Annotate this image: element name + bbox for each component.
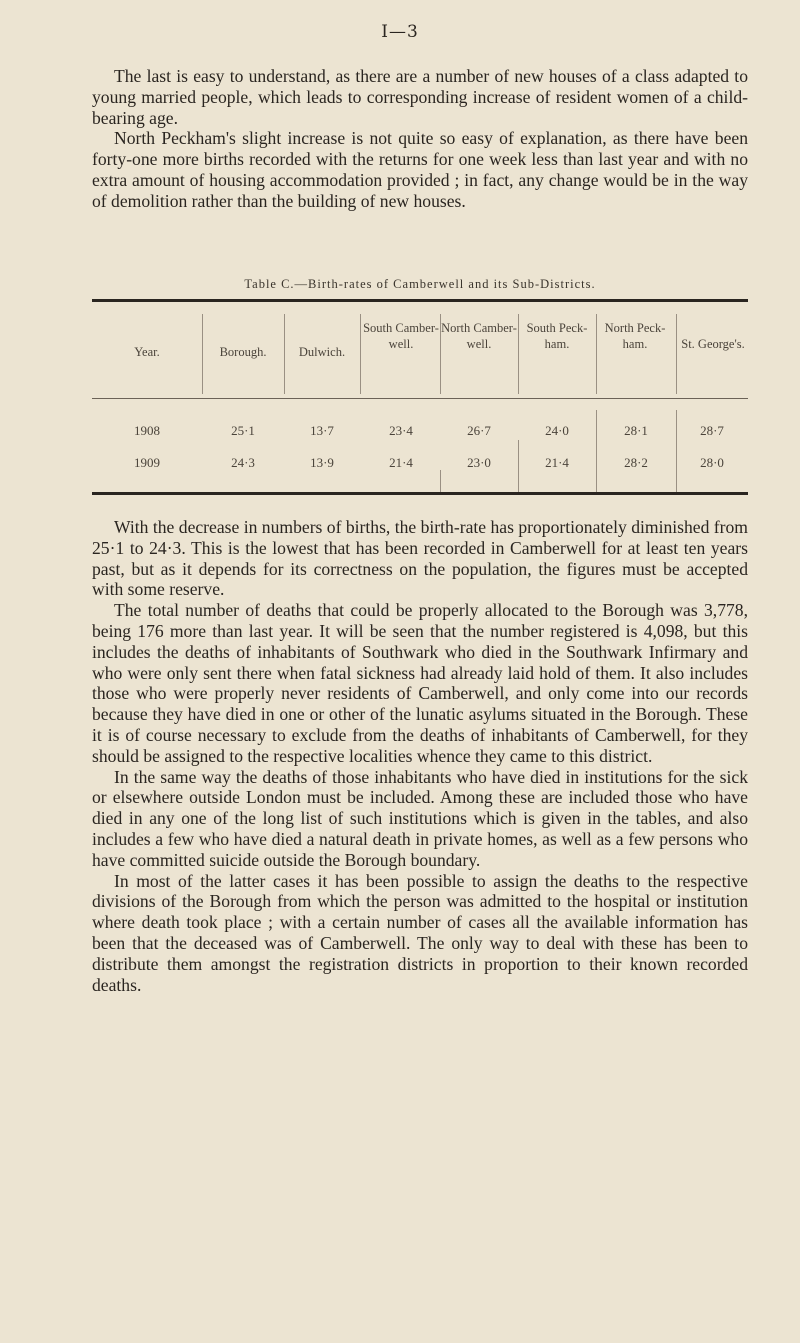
cell-borough: 25·1 (231, 423, 255, 438)
table-top-rule (92, 299, 748, 302)
column-separator (360, 314, 361, 394)
header-north-camberwell: North Camber-well. (441, 321, 517, 351)
paragraph-1: The last is easy to understand, as there are a number of new houses of a class adapted to young married people, which leads to corresponding increase of resident women of a child-bearing age. (92, 66, 748, 128)
cell-st-georges: 28·0 (700, 455, 724, 470)
page-number: I—3 (381, 22, 419, 42)
table-bottom-rule (92, 492, 748, 495)
cell-year: 1909 (134, 455, 160, 470)
header-south-camberwell: South Camber-well. (363, 321, 439, 351)
body-text (92, 517, 748, 995)
table-caption: Table C.—Birth-rates of Camberwell and its Sub-Districts. (244, 277, 596, 291)
paragraph-2: North Peckham's slight increase is not quite so easy of explanation, as there have been forty-one more births recorded with the returns for one week less than last year and with no extra amount of housing accommodation provided ; in fact, any change would be in the way of demolition rather than the building of new houses. (92, 128, 748, 211)
header-st-georges: St. George's. (681, 337, 745, 351)
column-separator (676, 314, 677, 394)
paragraph-5: In the same way the deaths of those inhabitants who have died in institutions for the sick or elsewhere outside London must be included. Among these are included those who have died in any one of the long list of such institutions which is given in the tables, and also includes a few who have died a natural death in private homes, as well as a few persons who have committed suicide outside the Borough boundary. (92, 766, 748, 870)
header-south-peckham: South Peck-ham. (526, 321, 588, 351)
cell-st-georges: 28·7 (700, 423, 724, 438)
header-divider (92, 398, 748, 399)
cell-south-camberwell: 23·4 (389, 423, 413, 438)
column-separator (202, 314, 203, 394)
column-separator (440, 470, 441, 494)
cell-borough: 24·3 (231, 455, 255, 470)
header-dulwich: Dulwich. (298, 345, 346, 359)
paragraph-4: The total number of deaths that could be properly allocated to the Borough was 3,778, being 176 more than last year. It will be seen that the number registered is 4,098, but this includes the deaths of inhabitants of Southwark who died in the Southwark Infirmary and who were only sent there when fatal sickness had already laid hold of them. It also includes those who were properly never residents of Camberwell, and only come into our records because they have died in one or other of the lunatic asylums situated in the Borough. These it is of course necessary to exclude from the deaths of inhabitants of Camberwell, for they should be assigned to the respective localities whence they came to this district. (92, 600, 748, 766)
cell-north-peckham: 28·1 (624, 423, 648, 438)
cell-north-peckham: 28·2 (624, 455, 648, 470)
paragraph-6: In most of the latter cases it has been possible to assign the deaths to the respective divisions of the Borough from which the person was admitted to the hospital or institution where death took place ; with a certain number of cases all the available information has been that the deceased was of Camberwell. The only way to deal with these has been to distribute them amongst the registration districts in proportion to their known recorded deaths. (92, 870, 748, 995)
cell-south-peckham: 21·4 (545, 455, 569, 470)
cell-dulwich: 13·9 (310, 455, 334, 470)
cell-north-camberwell: 23·0 (467, 455, 491, 470)
column-separator (284, 314, 285, 394)
cell-south-camberwell: 21·4 (389, 455, 413, 470)
header-year: Year. (134, 345, 160, 359)
cell-year: 1908 (134, 423, 160, 438)
header-north-peckham: North Peck-ham. (604, 321, 666, 351)
cell-south-peckham: 24·0 (545, 423, 569, 438)
paragraph-3: With the decrease in numbers of births, the birth-rate has proportionately diminished from 25·1 to 24·3. This is the lowest that has been recorded in Camberwell for at least ten years past, but as it depends for its correctness on the population, the figures must be accepted with some reserve. (92, 517, 748, 600)
cell-dulwich: 13·7 (310, 423, 334, 438)
header-borough: Borough. (219, 345, 267, 359)
cell-north-camberwell: 26·7 (467, 423, 491, 438)
column-separator (596, 314, 597, 394)
intro-text (92, 66, 748, 212)
column-separator (518, 314, 519, 394)
column-separator (440, 314, 441, 394)
